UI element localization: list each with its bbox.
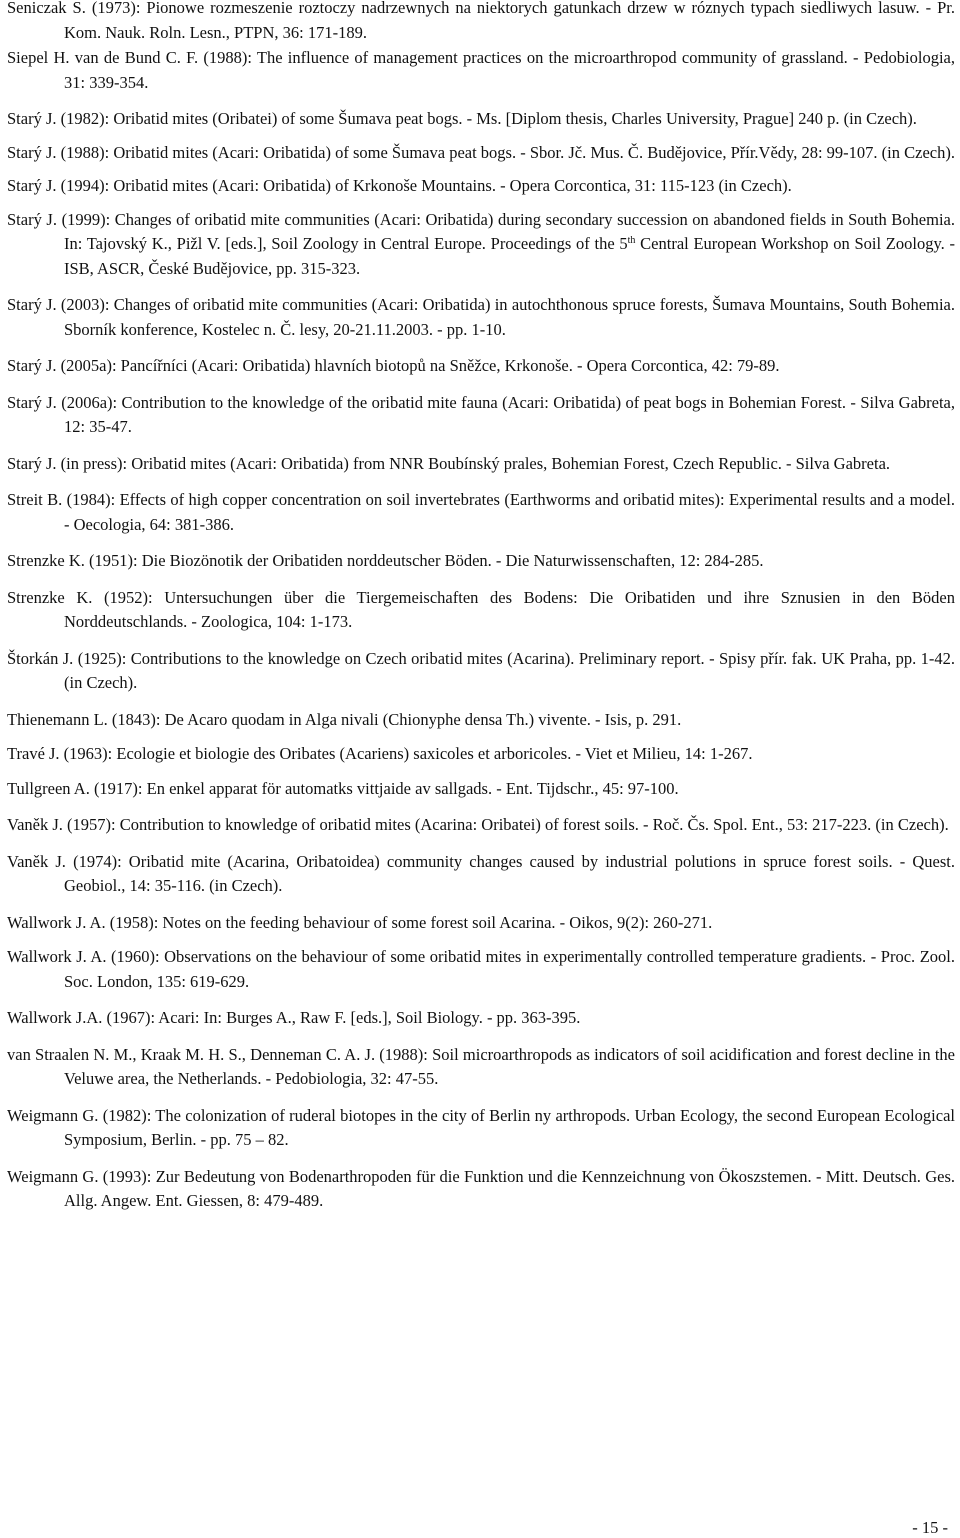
reference-entry: Vaněk J. (1974): Oribatid mite (Acarina, Oribatoidea) community changes caused by industrial polutions in spruce forest soils. - Quest. Geobiol., 14: 35-116. (in Czech).: [7, 851, 955, 895]
reference-entry: Starý J. (in press): Oribatid mites (Acari: Oribatida) from NNR Boubínský prales, Bohemian Forest, Czech Republic. - Silva Gabreta.: [7, 453, 891, 473]
page-number: - 15 -: [912, 1518, 948, 1537]
reference-entry: Wallwork J.A. (1967): Acari: In: Burges A., Raw F. [eds.], Soil Biology. - pp. 363-395.: [7, 1008, 581, 1027]
reference-entry: Starý J. (1982): Oribatid mites (Oribatei) of some Šumava peat bogs. - Ms. [Diplom thesis, Charles University, Prague] 240 p. (in Czech).: [7, 109, 917, 128]
reference-entry: Starý J. (1994): Oribatid mites (Acari: Oribatida) of Krkonoše Mountains. - Opera Corcontica, 31: 115-123 (in Czech).: [7, 176, 792, 195]
reference-entry: Starý J. (2005a): Pancířníci (Acari: Oribatida) hlavních biotopů na Sněžce, Krkonoše. - Opera Corcontica, 42: 79-89.: [7, 356, 780, 375]
reference-entry: Strenzke K. (1951): Die Biozönotik der Oribatiden norddeutscher Böden. - Die Naturwissenschaften, 12: 284-285.: [7, 551, 764, 570]
reference-text: Central European Workshop on Soil Zoology. - ISB, ASCR, České Budějovice, pp. 315-323.: [64, 234, 955, 278]
reference-entry: Strenzke K. (1952): Untersuchungen über die Tiergemeischaften des Bodens: Die Oribatiden und ihre Sznusien in den Böden Norddeutschlands. - Zoologica, 104: 1-173.: [7, 587, 955, 631]
reference-entry: Weigmann G. (1993): Zur Bedeutung von Bodenarthropoden für die Funktion und die Kennzeichnung von Ökoszstemen. - Mitt. Deutsch. Ges. Allg. Angew. Ent. Giessen, 8: 479-489.: [7, 1166, 955, 1210]
reference-entry: Siepel H. van de Bund C. F. (1988): The influence of management practices on the microarthropod community of grassland. - Pedobiologia, 31: 339-354.: [7, 48, 955, 92]
reference-entry: Starý J. (1988): Oribatid mites (Acari: Oribatida) of some Šumava peat bogs. - Sbor. Jč. Mus. Č. Budějovice, Přír.Vědy, 28: 99-107. (in Czech).: [7, 142, 955, 162]
reference-entry: Štorkán J. (1925): Contributions to the knowledge on Czech oribatid mites (Acarina). Preliminary report. - Spisy přír. fak. UK Praha, pp. 1-42. (in Czech).: [7, 648, 955, 692]
reference-list: [7, 0, 955, 1226]
reference-entry: Weigmann G. (1982): The colonization of ruderal biotopes in the city of Berlin ny arthropods. Urban Ecology, the second European Ecological Symposium, Berlin. - pp. 75 – 82.: [7, 1105, 955, 1149]
reference-entry: Wallwork J. A. (1958): Notes on the feeding behaviour of some forest soil Acarina. - Oikos, 9(2): 260-271.: [7, 912, 713, 932]
reference-entry: Seniczak S. (1973): Pionowe rozmeszenie roztoczy nadrzewnych na niektorych gatunkach drzew w róznych typach siedliwych lasuw. - Pr. Kom. Nauk. Roln. Lesn., PTPN, 36: 171-189.: [7, 0, 955, 42]
reference-entry: Travé J. (1963): Ecologie et biologie des Oribates (Acariens) saxicoles et arboricoles. - Viet et Milieu, 14: 1-267.: [7, 744, 753, 763]
reference-entry: [7, 208, 955, 282]
reference-entry: Starý J. (2006a): Contribution to the knowledge of the oribatid mite fauna (Acari: Oribatida) of peat bogs in Bohemian Forest. - Silva Gabreta, 12: 35-47.: [7, 392, 955, 436]
reference-entry: Starý J. (2003): Changes of oribatid mite communities (Acari: Oribatida) in autochthonous spruce forests, Šumava Mountains, South Bohemia. Sborník konference, Kostelec n. Č. lesy, 20-21.11.2003. - pp. 1-10.: [7, 295, 955, 339]
reference-entry: Streit B. (1984): Effects of high copper concentration on soil invertebrates (Earthworms and oribatid mites): Experimental results and a model. - Oecologia, 64: 381-386.: [7, 490, 955, 534]
reference-entry: Tullgreen A. (1917): En enkel apparat för automatks vittjaide av sallgads. - Ent. Tijdschr., 45: 97-100.: [7, 778, 679, 798]
reference-entry: Wallwork J. A. (1960): Observations on the behaviour of some oribatid mites in experimentally controlled temperature gradients. - Proc. Zool. Soc. London, 135: 619-629.: [7, 947, 955, 991]
reference-text: Starý J. (1999): Changes of oribatid mite communities (Acari: Oribatida) during secondary succession on abandoned fields in South Bohemia. In: Tajovský K., Pižl V. [eds.], Soil Zoology in Central Europe. Proceedings of the 5: [7, 209, 955, 253]
reference-entry: van Straalen N. M., Kraak M. H. S., Denneman C. A. J. (1988): Soil microarthropods as indicators of soil acidification and forest decline in the Veluwe area, the Netherlands. - Pedobiologia, 32: 47-55.: [7, 1044, 955, 1088]
reference-entry: Thienemann L. (1843): De Acaro quodam in Alga nivali (Chionyphe densa Th.) vivente. - Isis, p. 291.: [7, 709, 682, 729]
ordinal-superscript: th: [627, 235, 636, 246]
reference-entry: Vaněk J. (1957): Contribution to knowledge of oribatid mites (Acarina: Oribatei) of forest soils. - Roč. Čs. Spol. Ent., 53: 217-223. (in Czech).: [7, 815, 949, 834]
